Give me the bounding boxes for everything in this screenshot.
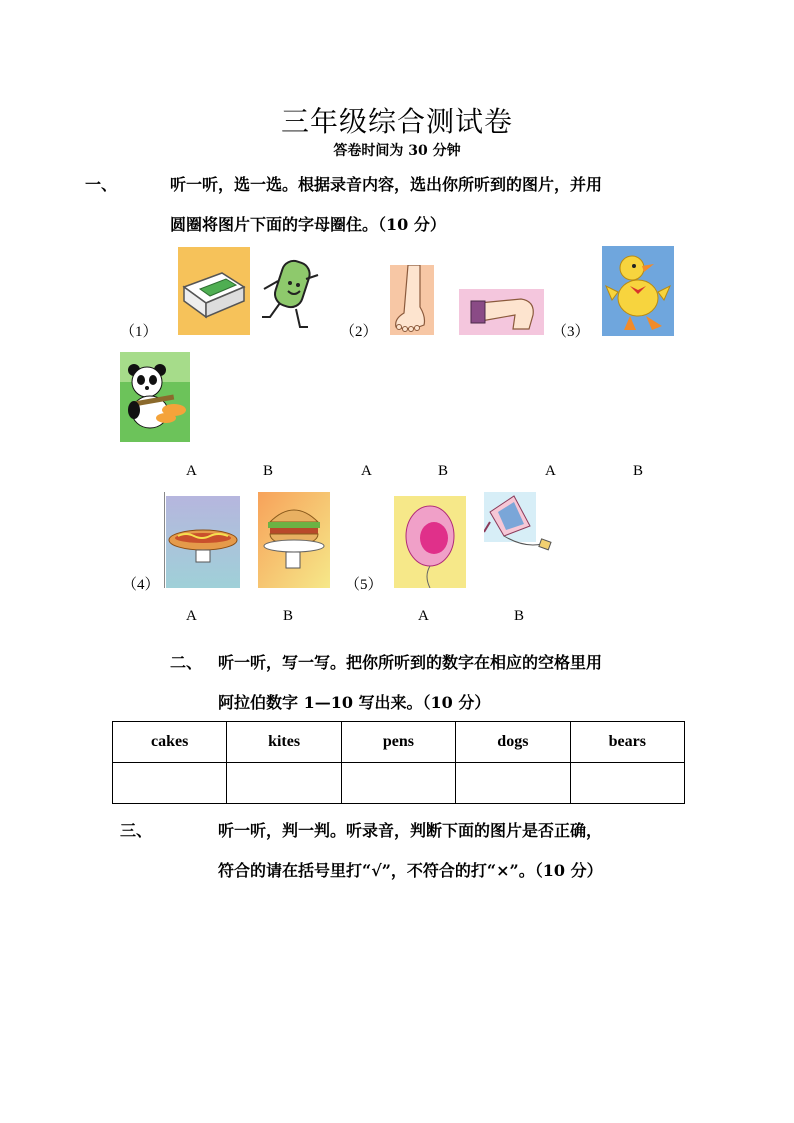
section1-number: 一、	[85, 175, 118, 194]
hamburger-picture[interactable]	[258, 492, 330, 588]
q1-option-b[interactable]: B	[263, 463, 274, 479]
bag-picture[interactable]	[256, 255, 326, 335]
answer-cell-dogs[interactable]	[456, 763, 570, 804]
q4-option-a[interactable]: A	[186, 608, 197, 624]
kite-icon	[484, 492, 558, 556]
answer-cell-pens[interactable]	[341, 763, 455, 804]
section2-instruction-line1: 听一听，写一写。把你所听到的数字在相应的空格里用	[218, 653, 603, 672]
foot-icon	[390, 265, 434, 335]
q1-option-a[interactable]: A	[186, 463, 197, 479]
hamburger-icon	[258, 492, 330, 588]
header-cakes: cakes	[113, 722, 227, 763]
divider-line	[164, 492, 165, 588]
q3-option-b[interactable]: B	[633, 463, 644, 479]
section2-number: 二、	[170, 653, 203, 672]
panda-picture[interactable]	[120, 352, 190, 442]
q5-option-a[interactable]: A	[418, 608, 429, 624]
eraser-picture[interactable]	[178, 247, 250, 335]
table-answer-row	[113, 763, 685, 804]
balloon-icon	[394, 496, 466, 588]
section3-number: 三、	[120, 821, 153, 840]
question-4-label: （4）	[122, 577, 160, 593]
duck-picture[interactable]	[602, 246, 674, 336]
duck-icon	[602, 246, 674, 336]
q3-option-a[interactable]: A	[545, 463, 556, 479]
answer-cell-kites[interactable]	[227, 763, 341, 804]
q2-option-b[interactable]: B	[438, 463, 449, 479]
hotdog-picture[interactable]	[166, 496, 240, 588]
header-dogs: dogs	[456, 722, 570, 763]
page-title: 三年级综合测试卷	[280, 105, 513, 138]
bag-icon	[256, 255, 326, 335]
header-pens: pens	[341, 722, 455, 763]
q5-option-b[interactable]: B	[514, 608, 525, 624]
section3-instruction-line2: 符合的请在括号里打“√”，不符合的打“×”。（10 分）	[218, 861, 603, 880]
question-2-label: （2）	[340, 324, 378, 340]
section1-instruction-line1: 听一听，选一选。根据录音内容，选出你所听到的图片，并用	[170, 175, 603, 194]
q4-option-b[interactable]: B	[283, 608, 294, 624]
hotdog-icon	[166, 496, 240, 588]
panda-icon	[120, 352, 190, 442]
section1-instruction-line2: 圆圈将图片下面的字母圈住。（10 分）	[170, 215, 446, 234]
question-1-label: （1）	[120, 324, 158, 340]
question-5-label: （5）	[345, 577, 383, 593]
eraser-icon	[178, 247, 250, 335]
answer-table	[112, 721, 685, 804]
balloon-picture[interactable]	[394, 496, 466, 588]
header-kites: kites	[227, 722, 341, 763]
question-3-label: （3）	[552, 324, 590, 340]
q2-option-a[interactable]: A	[361, 463, 372, 479]
header-bears: bears	[570, 722, 684, 763]
foot-picture[interactable]	[390, 265, 434, 335]
table-header-row	[113, 722, 685, 763]
answer-cell-bears[interactable]	[570, 763, 684, 804]
section3-instruction-line1: 听一听，判一判。听录音，判断下面的图片是否正确，	[218, 821, 603, 840]
arm-icon	[459, 289, 544, 335]
answer-cell-cakes[interactable]	[113, 763, 227, 804]
section2-instruction-line2: 阿拉伯数字 1—10 写出来。（10 分）	[218, 693, 491, 712]
kite-picture[interactable]	[484, 492, 558, 556]
page-subtitle: 答卷时间为 30 分钟	[333, 143, 461, 159]
arm-picture[interactable]	[459, 289, 544, 335]
